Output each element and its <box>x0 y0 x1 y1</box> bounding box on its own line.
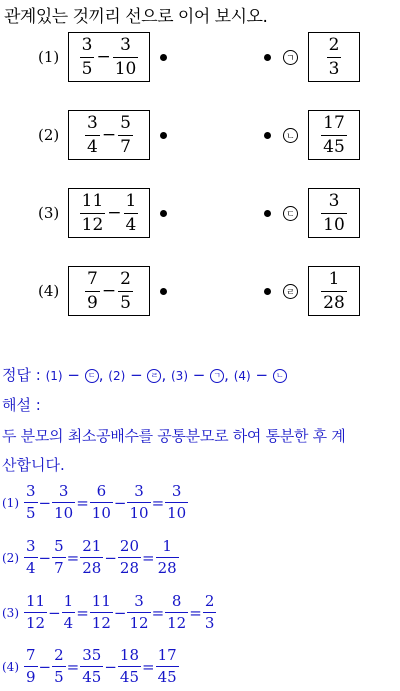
denominator: 3 <box>204 614 215 632</box>
denominator: 9 <box>26 668 36 686</box>
numerator: 17 <box>323 112 345 133</box>
solution-3 <box>2 594 216 631</box>
circled-mark: ㄹ <box>147 369 161 383</box>
denominator: 5 <box>54 668 64 686</box>
circled-mark: ㄹ <box>283 284 298 299</box>
numerator: 20 <box>119 537 140 555</box>
minus-sign: − <box>38 657 52 676</box>
solution-label: (4) <box>2 659 19 674</box>
minus-sign: − <box>96 47 111 67</box>
solution-label: (2) <box>2 550 19 565</box>
minus-sign: − <box>113 603 127 622</box>
equals-sign: = <box>151 493 165 512</box>
denominator: 5 <box>120 292 131 313</box>
numerator: 3 <box>328 190 340 211</box>
solution-label: (1) <box>2 495 19 510</box>
solution-1 <box>2 484 188 521</box>
denominator: 10 <box>91 504 111 522</box>
minus-sign: − <box>113 493 127 512</box>
fraction <box>321 268 347 313</box>
right-choice-3 <box>264 188 360 238</box>
numerator: 2 <box>328 34 340 55</box>
numerator: 3 <box>26 482 36 500</box>
fraction <box>156 539 179 576</box>
solution-equation <box>24 484 188 521</box>
fraction <box>24 484 38 521</box>
fraction <box>90 484 113 521</box>
fraction <box>165 594 188 631</box>
denominator: 12 <box>91 614 111 632</box>
minus-sign: − <box>101 281 117 301</box>
fraction <box>24 594 47 631</box>
circled-mark: ㄷ <box>85 369 99 383</box>
numerator: 21 <box>82 537 102 555</box>
denominator: 4 <box>125 214 137 235</box>
answer-pair: (2) − ㄹ , <box>108 366 167 384</box>
denominator: 12 <box>26 614 46 632</box>
explanation-line-2: 산합니다. <box>2 456 65 474</box>
left-problem-2 <box>38 110 167 160</box>
numerator: 18 <box>119 646 140 664</box>
fraction <box>321 190 347 235</box>
numerator: 2 <box>120 268 131 289</box>
denominator: 5 <box>26 504 36 522</box>
equals-sign: = <box>142 548 155 567</box>
denominator: 45 <box>157 668 177 686</box>
fraction <box>118 268 133 313</box>
left-problem-4 <box>38 266 167 316</box>
answer-box <box>308 188 360 238</box>
expression-box <box>68 32 150 82</box>
numerator: 3 <box>134 592 144 610</box>
right-choice-4 <box>264 266 360 316</box>
denominator: 10 <box>323 214 345 235</box>
fraction <box>203 594 217 631</box>
expression-box <box>68 110 150 160</box>
fraction <box>156 648 179 685</box>
numerator: 6 <box>96 482 107 500</box>
fraction <box>24 539 38 576</box>
minus-sign: − <box>101 125 117 145</box>
answer-pair: (4) − ㄴ <box>234 366 287 384</box>
equals-sign: = <box>142 657 155 676</box>
denominator: 45 <box>82 668 102 686</box>
denominator: 9 <box>87 292 98 313</box>
denominator: 12 <box>81 214 104 235</box>
denominator: 7 <box>120 136 131 157</box>
fraction <box>62 594 76 631</box>
fraction <box>113 34 139 79</box>
equals-sign: = <box>66 548 80 567</box>
numerator: 5 <box>54 537 64 555</box>
denominator: 12 <box>129 614 149 632</box>
denominator: 12 <box>167 614 187 632</box>
connect-dot[interactable] <box>264 132 271 139</box>
numerator: 3 <box>26 537 36 555</box>
left-problem-1 <box>38 32 167 82</box>
minus-sign: − <box>48 603 61 622</box>
expression-box <box>68 188 150 238</box>
numerator: 5 <box>120 112 131 133</box>
numerator: 7 <box>87 268 98 289</box>
circled-mark: ㄱ <box>283 50 298 65</box>
denominator: 28 <box>323 292 345 313</box>
minus-sign: − <box>107 203 122 223</box>
fraction <box>52 539 66 576</box>
explanation-label: 해설 : <box>2 396 41 414</box>
equals-sign: = <box>151 603 165 622</box>
numerator: 1 <box>328 268 340 289</box>
numerator: 35 <box>82 646 102 664</box>
fraction <box>90 594 113 631</box>
denominator: 5 <box>81 58 93 79</box>
equals-sign: = <box>66 657 80 676</box>
numerator: 3 <box>81 34 93 55</box>
connect-dot[interactable] <box>264 288 271 295</box>
denominator: 28 <box>157 559 177 577</box>
minus-sign: − <box>104 548 117 567</box>
denominator: 7 <box>54 559 64 577</box>
circled-mark: ㄱ <box>210 369 224 383</box>
minus-sign: − <box>38 548 52 567</box>
answer-pair: (3) − ㄱ , <box>171 366 229 384</box>
fraction <box>80 648 103 685</box>
numerator: 3 <box>87 112 98 133</box>
solution-equation <box>24 648 179 685</box>
answer-box <box>308 110 360 160</box>
fraction <box>80 190 106 235</box>
question-title: 관계있는 것끼리 선으로 이어 보시오. <box>4 7 268 27</box>
denominator: 10 <box>114 58 137 79</box>
fraction <box>327 34 342 79</box>
numerator: 2 <box>54 646 64 664</box>
connect-dot[interactable] <box>160 210 167 217</box>
denominator: 28 <box>82 559 102 577</box>
fraction <box>127 484 150 521</box>
equals-sign: = <box>189 603 202 622</box>
answer-box <box>308 32 360 82</box>
answer-label: 정답 : <box>2 366 41 384</box>
numerator: 8 <box>171 592 182 610</box>
answer-line <box>2 364 287 385</box>
fraction <box>52 484 75 521</box>
numerator: 7 <box>26 646 36 664</box>
fraction <box>85 268 100 313</box>
problem-number: (1) <box>38 48 60 66</box>
numerator: 1 <box>63 592 74 610</box>
solution-label: (3) <box>2 605 19 620</box>
minus-sign: − <box>104 657 117 676</box>
denominator: 4 <box>87 136 98 157</box>
problem-number: (2) <box>38 126 60 144</box>
problem-number: (3) <box>38 204 60 222</box>
right-choice-2 <box>264 110 360 160</box>
numerator: 2 <box>204 592 215 610</box>
circled-mark: ㄴ <box>283 128 298 143</box>
fraction <box>127 594 150 631</box>
denominator: 10 <box>54 504 74 522</box>
minus-sign: − <box>38 493 52 512</box>
numerator: 3 <box>171 482 182 500</box>
numerator: 11 <box>91 592 111 610</box>
fraction <box>165 484 188 521</box>
connect-dot[interactable] <box>264 54 271 61</box>
circled-mark: ㄷ <box>283 206 298 221</box>
fraction <box>80 539 103 576</box>
fraction <box>124 190 139 235</box>
solution-2 <box>2 539 179 576</box>
denominator: 4 <box>26 559 36 577</box>
denominator: 3 <box>328 58 340 79</box>
numerator: 11 <box>81 190 104 211</box>
equals-sign: = <box>76 603 89 622</box>
solution-equation <box>24 539 179 576</box>
fraction <box>118 648 141 685</box>
fraction <box>80 34 95 79</box>
fraction <box>24 648 38 685</box>
denominator: 4 <box>63 614 74 632</box>
right-choice-1 <box>264 32 360 82</box>
numerator: 3 <box>120 34 131 55</box>
problem-number: (4) <box>38 282 60 300</box>
circled-mark: ㄴ <box>273 369 287 383</box>
solution-4 <box>2 648 179 685</box>
connect-dot[interactable] <box>160 132 167 139</box>
denominator: 28 <box>119 559 140 577</box>
connect-dot[interactable] <box>160 288 167 295</box>
fraction <box>118 539 141 576</box>
numerator: 1 <box>125 190 137 211</box>
numerator: 11 <box>26 592 46 610</box>
fraction <box>85 112 100 157</box>
numerator: 17 <box>157 646 177 664</box>
connect-dot[interactable] <box>160 54 167 61</box>
fraction <box>321 112 347 157</box>
connect-dot[interactable] <box>264 210 271 217</box>
expression-box <box>68 266 150 316</box>
numerator: 3 <box>58 482 69 500</box>
answer-box <box>308 266 360 316</box>
explanation-line-1: 두 분모의 최소공배수를 공통분모로 하여 통분한 후 계 <box>2 427 346 445</box>
left-problem-3 <box>38 188 167 238</box>
fraction <box>52 648 66 685</box>
denominator: 10 <box>167 504 187 522</box>
denominator: 45 <box>323 136 345 157</box>
numerator: 3 <box>134 482 144 500</box>
numerator: 1 <box>162 537 172 555</box>
answer-pair: (1) − ㄷ , <box>45 366 104 384</box>
solution-equation <box>24 594 216 631</box>
denominator: 10 <box>129 504 149 522</box>
fraction <box>118 112 133 157</box>
equals-sign: = <box>76 493 89 512</box>
denominator: 45 <box>119 668 140 686</box>
